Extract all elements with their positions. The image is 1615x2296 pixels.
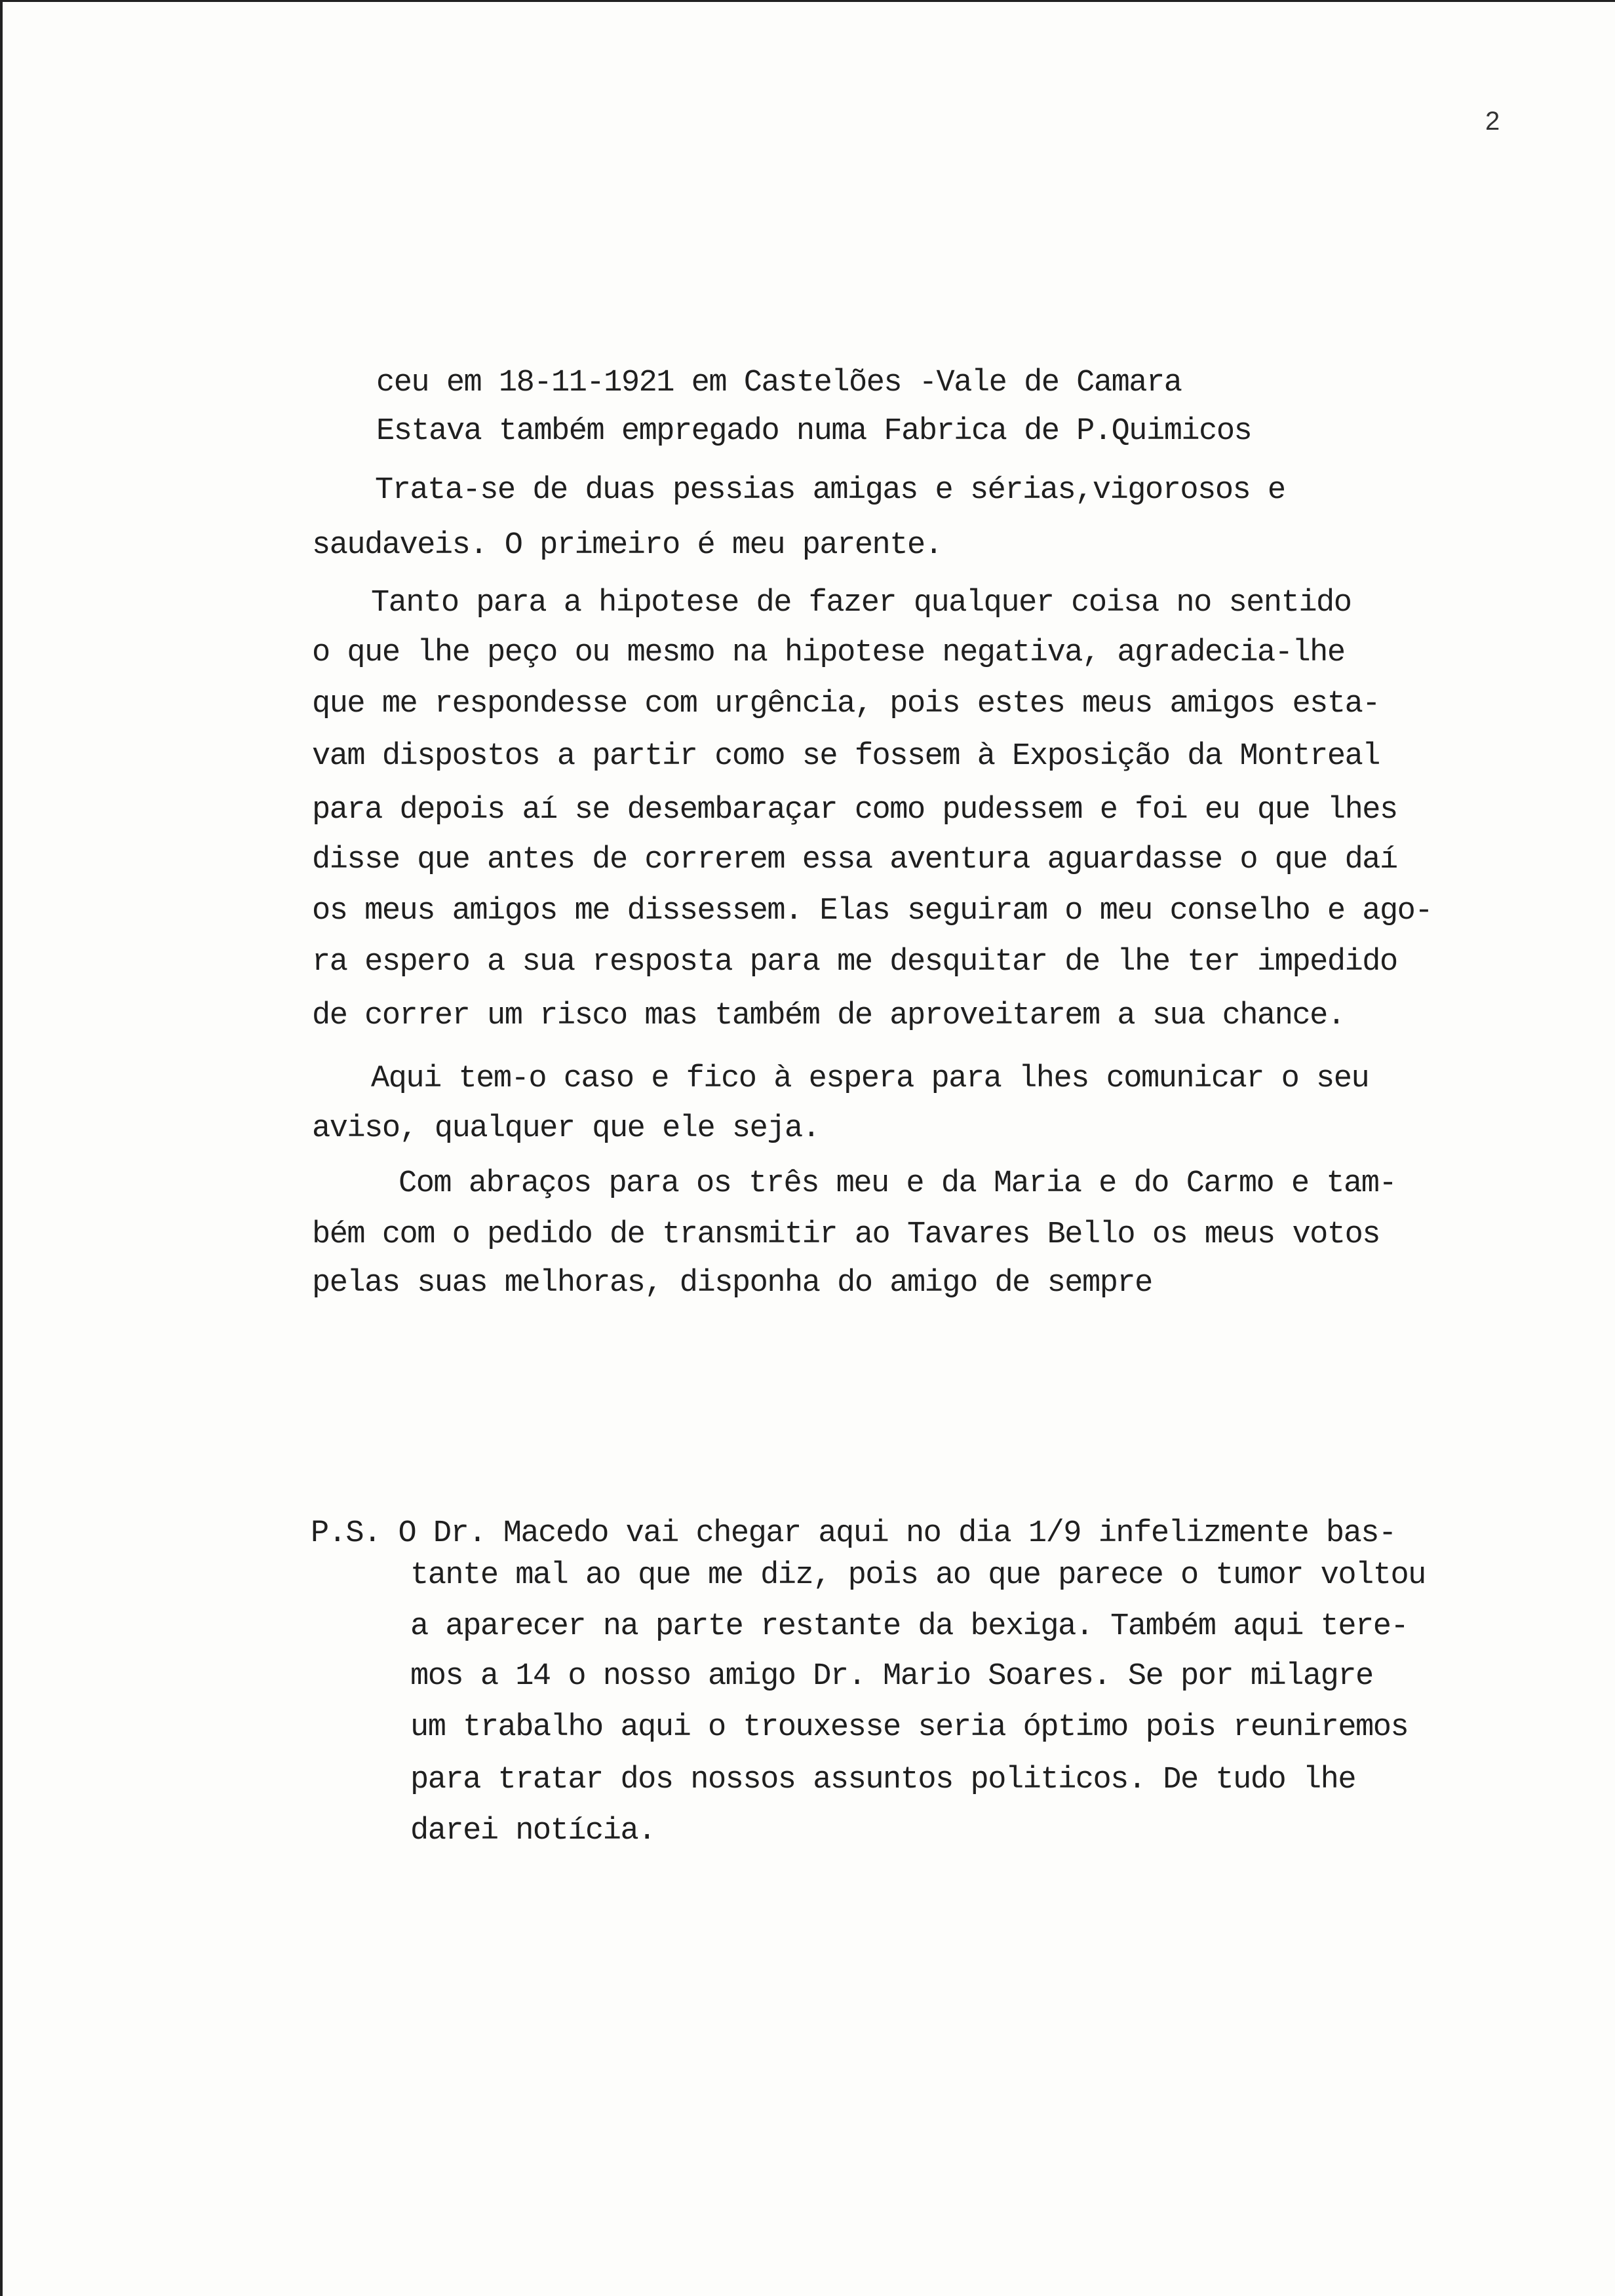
- text-line: os meus amigos me dissessem. Elas seguiram o meu conselho e ago-: [312, 894, 1433, 928]
- text-line: Com abraços para os três meu e da Maria e do Carmo e tam-: [399, 1166, 1397, 1201]
- text-line: bém com o pedido de transmitir ao Tavares Bello os meus votos: [312, 1217, 1380, 1252]
- text-line: mos a 14 o nosso amigo Dr. Mario Soares. Se por milagre: [410, 1659, 1373, 1694]
- text-line: darei notícia.: [410, 1814, 655, 1848]
- text-line: a aparecer na parte restante da bexiga. Também aqui tere-: [410, 1609, 1409, 1644]
- text-line: ceu em 18-11-1921 em Castelões -Vale de Camara: [376, 366, 1182, 400]
- text-line: o que lhe peço ou mesmo na hipotese negativa, agradecia-lhe: [312, 636, 1345, 670]
- text-line: Estava também empregado numa Fabrica de P.Quimicos: [376, 414, 1252, 449]
- text-line: de correr um risco mas também de aproveitarem a sua chance.: [312, 999, 1345, 1033]
- text-line: Tanto para a hipotese de fazer qualquer coisa no sentido: [371, 586, 1352, 621]
- text-line: um trabalho aqui o trouxesse seria óptimo pois reuniremos: [410, 1710, 1409, 1745]
- text-line: vam dispostos a partir como se fossem à Exposição da Montreal: [312, 739, 1380, 774]
- text-line: que me respondesse com urgência, pois estes meus amigos esta-: [312, 687, 1380, 721]
- text-line: saudaveis. O primeiro é meu parente.: [312, 528, 943, 563]
- text-line: P.S. O Dr. Macedo vai chegar aqui no dia 1/9 infelizmente bas-: [311, 1516, 1396, 1551]
- text-line: Aqui tem-o caso e fico à espera para lhes comunicar o seu: [371, 1062, 1369, 1096]
- text-line: tante mal ao que me diz, pois ao que parece o tumor voltou: [410, 1558, 1426, 1593]
- text-line: aviso, qualquer que ele seja.: [312, 1111, 820, 1146]
- text-line: para tratar dos nossos assuntos politicos. De tudo lhe: [410, 1763, 1356, 1797]
- text-line: disse que antes de correrem essa aventura aguardasse o que daí: [312, 843, 1397, 877]
- text-line: pelas suas melhoras, disponha do amigo de sempre: [312, 1266, 1152, 1301]
- text-line: Trata-se de duas pessias amigas e sérias,vigorosos e: [375, 473, 1285, 508]
- text-line: ra espero a sua resposta para me desquitar de lhe ter impedido: [312, 945, 1397, 980]
- page-number: 2: [1485, 107, 1500, 136]
- text-line: para depois aí se desembaraçar como pudessem e foi eu que lhes: [312, 793, 1397, 828]
